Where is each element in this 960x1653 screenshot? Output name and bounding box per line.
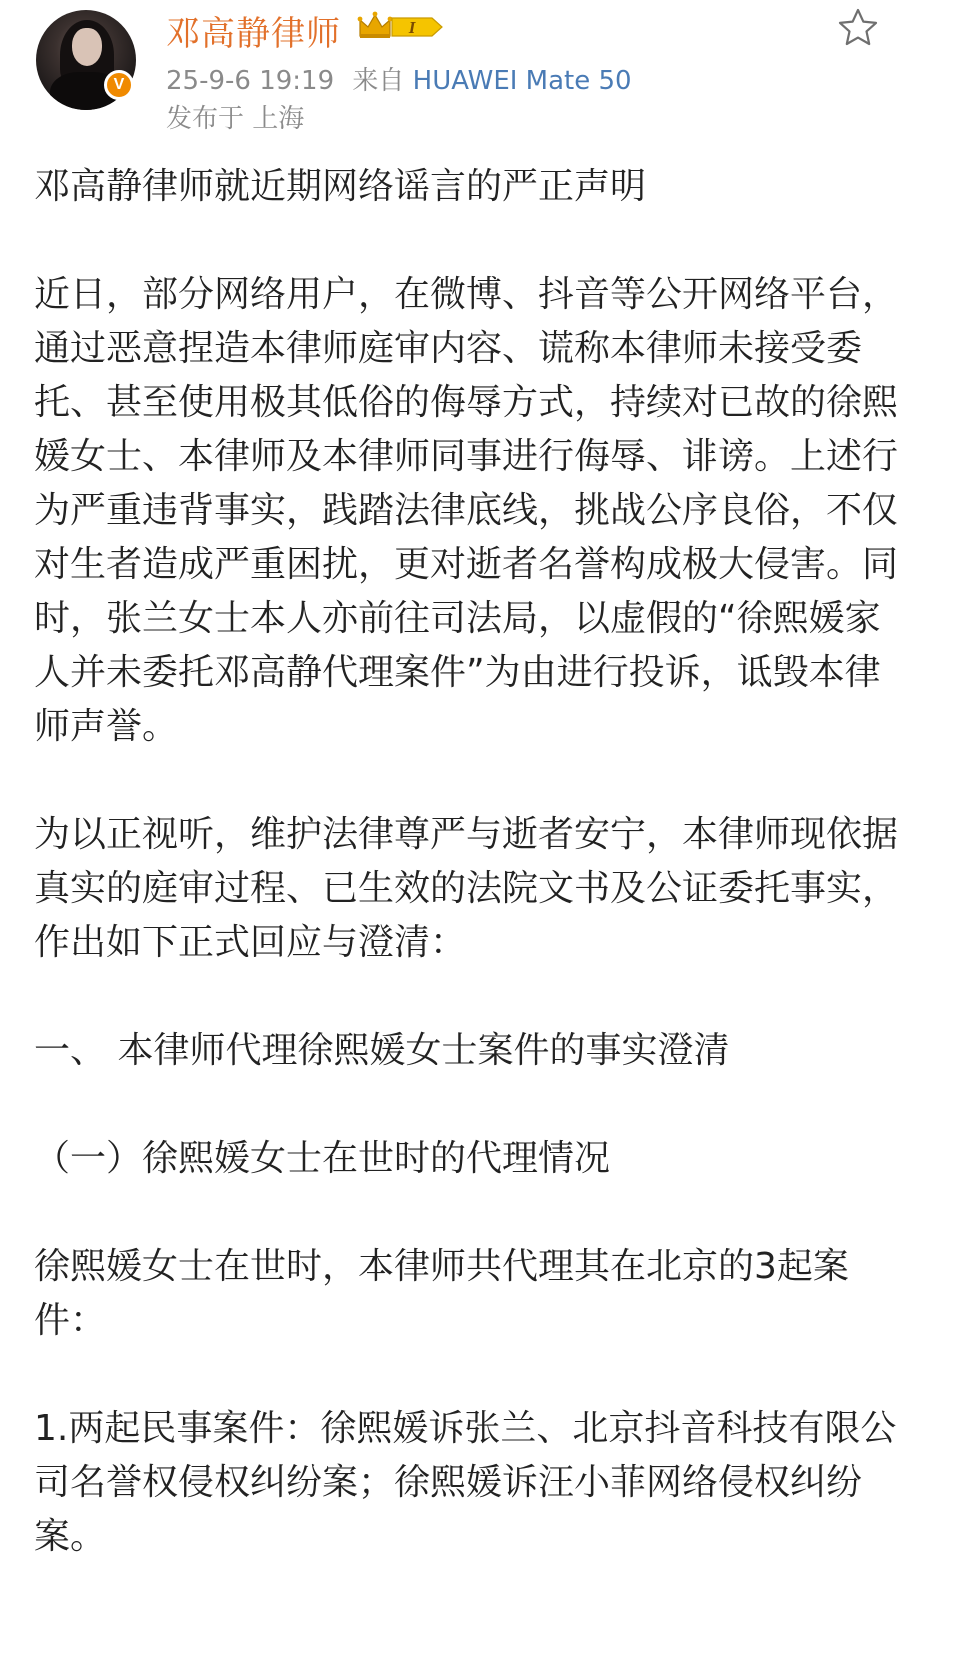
post-header: [0, 0, 960, 150]
spacer: [34, 970, 914, 1024]
post-body: [34, 160, 914, 1564]
section-heading: 一、 本律师代理徐熙媛女士案件的事实澄清: [34, 1030, 730, 1071]
post-timestamp: 25-9-6 19:19: [166, 66, 335, 96]
spacer: [34, 1348, 914, 1402]
star-outline-icon[interactable]: [836, 6, 880, 50]
source-prefix: 来自: [352, 66, 405, 96]
spacer: [34, 214, 914, 268]
spacer: [34, 1078, 914, 1132]
vip-level-badge-icon[interactable]: [356, 10, 446, 44]
avatar-face: [72, 28, 102, 66]
paragraph-4: 1.两起民事案件：徐熙媛诉张兰、北京抖音科技有限公司名誉权侵权纠纷案；徐熙媛诉汪小菲网络侵权纠纷案。: [34, 1408, 897, 1557]
post-location: 发布于 上海: [166, 104, 305, 134]
post-title: 邓高静律师就近期网络谣言的严正声明: [34, 166, 647, 207]
paragraph-1: 近日，部分网络用户，在微博、抖音等公开网络平台，通过恶意捏造本律师庭审内容、谎称本律师未接受委托、甚至使用极其低俗的侮辱方式，持续对已故的徐熙媛女士、本律师及本律师同事进行侮辱、诽谤。上述行为严重违背事实，践踏法律底线，挑战公序良俗，不仅对生者造成严重困扰，更对逝者名誉构成极大侵害。同时，张兰女士本人亦前往司法局，以虚假的“徐熙媛家人并未委托邓高静代理案件”为由进行投诉，诋毁本律师声誉。: [34, 274, 899, 747]
v-badge-icon: V: [104, 70, 134, 100]
spacer: [34, 1186, 914, 1240]
device-link[interactable]: HUAWEI Mate 50: [412, 66, 632, 96]
paragraph-3: 徐熙媛女士在世时，本律师共代理其在北京的3起案件：: [34, 1246, 849, 1341]
username[interactable]: 邓高静律师: [166, 14, 341, 54]
paragraph-2: 为以正视听，维护法律尊严与逝者安宁，本律师现依据真实的庭审过程、已生效的法院文书及公证委托事实，作出如下正式回应与澄清：: [34, 814, 899, 963]
post-meta: [166, 60, 632, 97]
subsection-heading: （一）徐熙媛女士在世时的代理情况: [34, 1138, 611, 1179]
vip-level-text: I: [408, 18, 416, 37]
spacer: [34, 754, 914, 808]
